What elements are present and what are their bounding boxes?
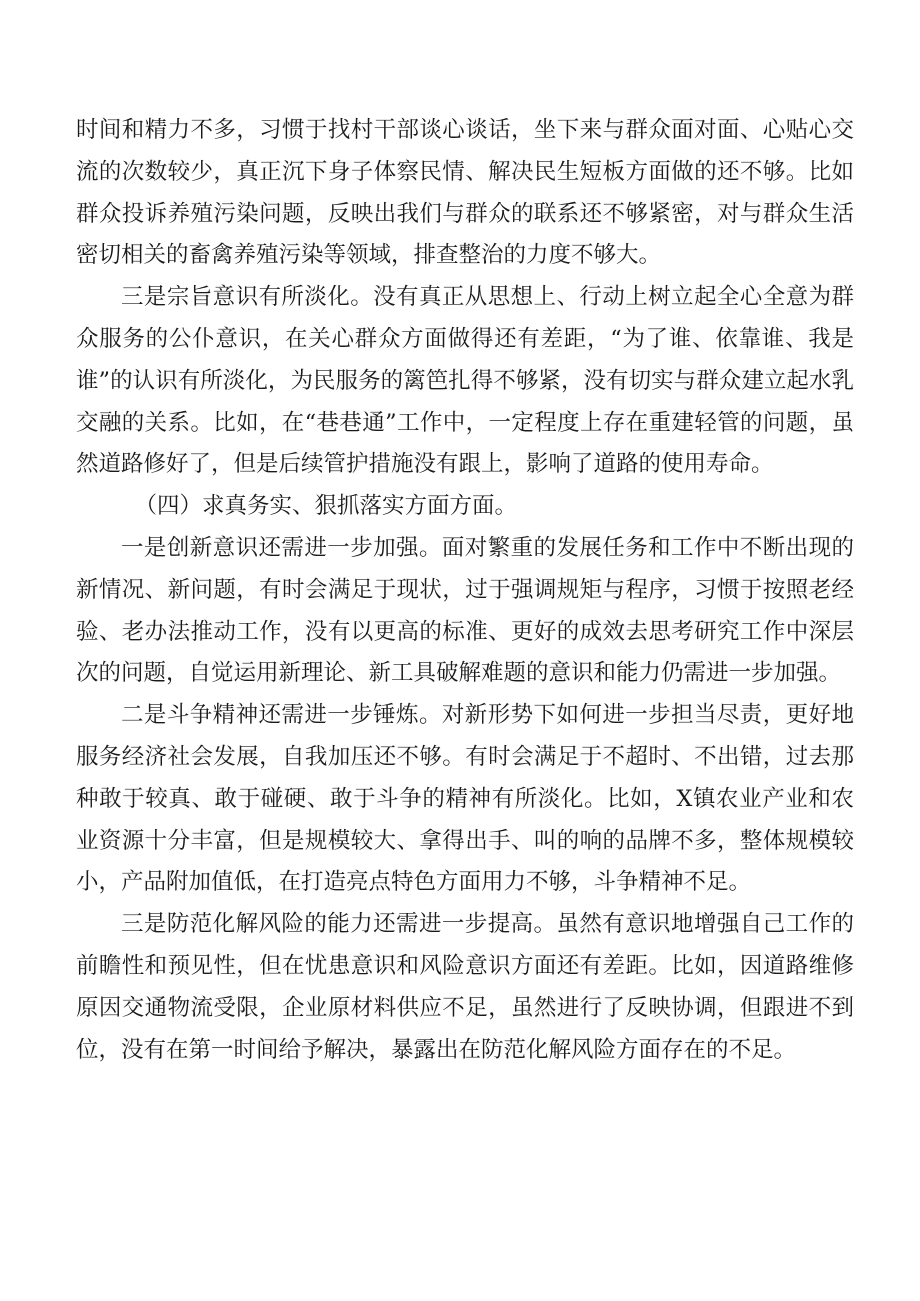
paragraph-continuation: 时间和精力不多，习惯于找村干部谈心谈话，坐下来与群众面对面、心贴心交流的次数较少，真正沉下身子体察民情、解决民生短板方面做的还不够。比如群众投诉养殖污染问题，反映出我们与群众的联系还不够紧密，对与群众生活密切相关的畜禽养殖污染等领域，排查整治的力度不够大。	[76, 117, 854, 269]
paragraph-purpose-awareness: 三是宗旨意识有所淡化。没有真正从思想上、行动上树立起全心全意为群众服务的公仆意识，在关心群众方面做得还有差距，“为了谁、依靠谁、我是谁”的认识有所淡化，为民服务的篱笆扎得不够紧，没有切实与群众建立起水乳交融的关系。比如，在“巷巷通”工作中，一定程度上存在重建轻管的问题，虽然道路修好了，但是后续管护措施没有跟上，影响了道路的使用寿命。	[76, 284, 854, 478]
section-heading-four: （四）求真务实、狠抓落实方面方面。	[134, 493, 518, 520]
document-body	[76, 110, 854, 1071]
paragraph-fighting-spirit: 二是斗争精神还需进一步锤炼。对新形势下如何进一步担当尽责，更好地服务经济社会发展，自我加压还不够。有时会满足于不超时、不出错，过去那种敢于较真、敢于碰硬、敢于斗争的精神有所淡化。比如，X镇农业产业和农业资源十分丰富，但是规模较大、拿得出手、叫的响的品牌不多，整体规模较小，产品附加值低，在打造亮点特色方面用力不够，斗争精神不足。	[76, 702, 854, 896]
paragraph-risk-prevention: 三是防范化解风险的能力还需进一步提高。虽然有意识地增强自己工作的前瞻性和预见性，但在忧患意识和风险意识方面还有差距。比如，因道路维修原因交通物流受限，企业原材料供应不足，虽然进行了反映协调，但跟进不到位，没有在第一时间给予解决，暴露出在防范化解风险方面存在的不足。	[76, 911, 854, 1063]
paragraph-innovation-awareness: 一是创新意识还需进一步加强。面对繁重的发展任务和工作中不断出现的新情况、新问题，有时会满足于现状，过于强调规矩与程序，习惯于按照老经验、老办法推动工作，没有以更高的标准、更好的成效去思考研究工作中深层次的问题，自觉运用新理论、新工具破解难题的意识和能力仍需进一步加强。	[76, 534, 854, 687]
